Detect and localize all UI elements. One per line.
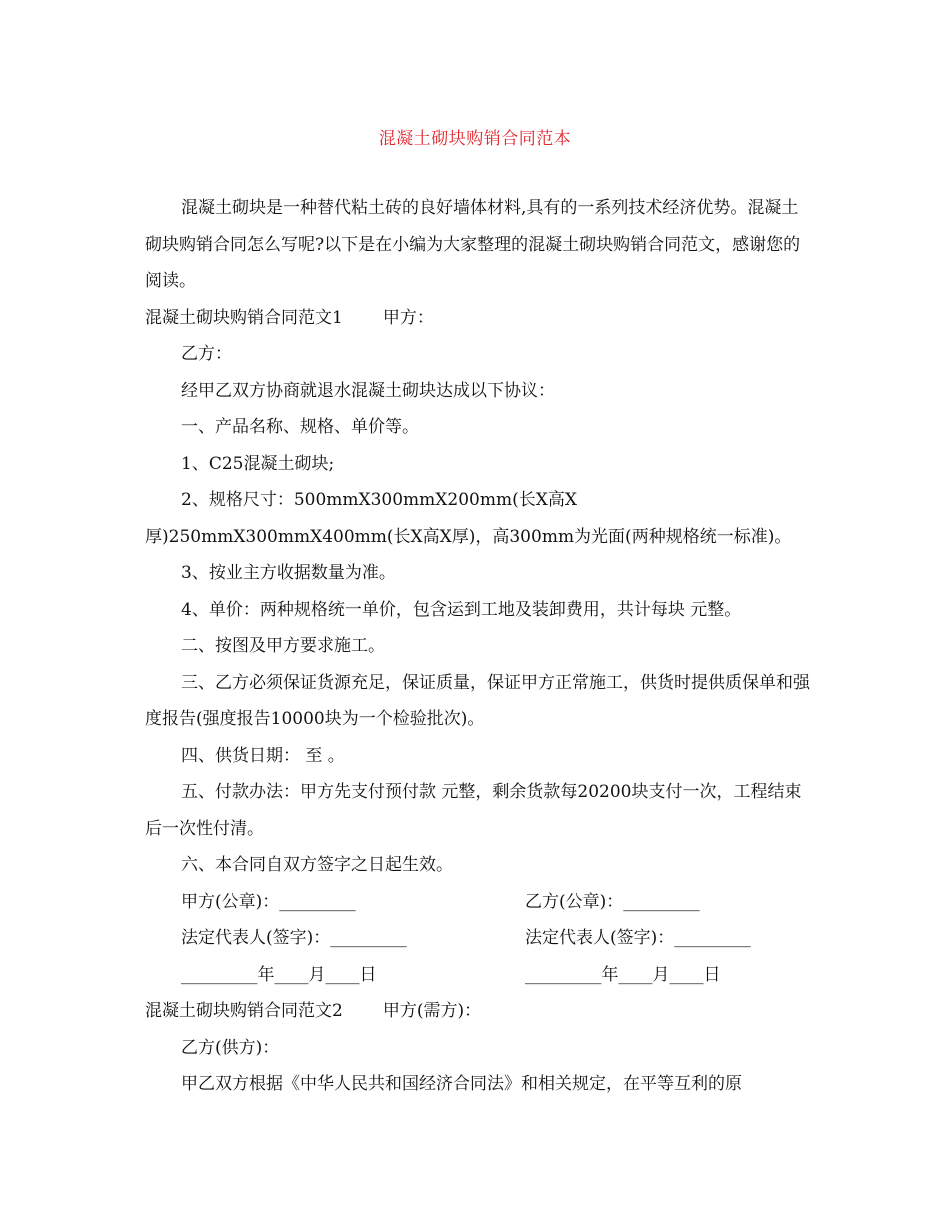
signature-date-row: [145, 957, 810, 994]
item6: 六、本合同自双方签字之日起生效。: [181, 855, 453, 875]
sign-a-rep: 法定代表人(签字)：_________: [181, 928, 407, 948]
item2: 二、按图及甲方要求施工。: [181, 636, 385, 656]
sample2-heading-row: [145, 993, 810, 1030]
sample1-party-b: 乙方：: [181, 344, 232, 364]
document-title: 混凝土砌块购销合同范本: [378, 129, 572, 149]
item4: 四、供货日期： 至 。: [181, 745, 345, 766]
item5: 五、付款办法：甲方先支付预付款 元整，剩余货款每20200块支付一次，工程结束后一次性付清。: [145, 782, 802, 839]
item1-1: 1、C25混凝土砌块;: [181, 453, 335, 474]
intro-paragraph: 混凝土砌块是一种替代粘土砖的良好墙体材料,具有的一系列技术经济优势。混凝土砌块购销合同怎么写呢?以下是在小编为大家整理的混凝土砌块购销合同范文，感谢您的阅读。: [145, 198, 801, 291]
item1-title: 一、产品名称、规格、单价等。: [181, 417, 419, 437]
sample1-heading: 混凝土砌块购销合同范文1: [145, 307, 343, 328]
item1-4: 4、单价：两种规格统一单价，包含运到工地及装卸费用，共计每块 元整。: [181, 599, 742, 620]
sign-b-seal: 乙方(公章)：_________: [525, 891, 700, 912]
sample2-party-b: 乙方(供方)：: [181, 1037, 280, 1058]
signature-seal-row: [145, 884, 810, 921]
sign-a-seal: 甲方(公章)：_________: [181, 891, 356, 912]
sign-b-date: _________年____月____日: [525, 964, 721, 985]
sample1-agreement: 经甲乙双方协商就退水混凝土砌块达成以下协议：: [181, 380, 555, 401]
document-body: [145, 190, 810, 1103]
item3: 三、乙方必须保证货源充足，保证质量，保证甲方正常施工，供货时提供质保单和强度报告(强度报告10000块为一个检验批次)。: [145, 672, 810, 729]
sign-a-date: _________年____月____日: [181, 964, 377, 985]
item1-3: 3、按业主方收据数量为准。: [181, 563, 396, 583]
sample2-opening: 甲乙双方根据《中华人民共和国经济合同法》和相关规定，在平等互利的原: [181, 1074, 742, 1094]
item1-2: 2、规格尺寸：500mmX300mmX200mm(长X高X厚)250mmX300mmX400mm(长X高X厚)，高300mm为光面(两种规格统一标准)。: [145, 490, 792, 547]
sample2-party-a: 甲方(需方)：: [382, 1001, 482, 1021]
signature-rep-row: [145, 920, 810, 957]
sample1-heading-row: [145, 300, 810, 337]
sample1-party-a: 甲方：: [382, 307, 434, 328]
sample2-heading: 混凝土砌块购销合同范文2: [145, 1001, 343, 1021]
sign-b-rep: 法定代表人(签字)：_________: [525, 928, 751, 948]
